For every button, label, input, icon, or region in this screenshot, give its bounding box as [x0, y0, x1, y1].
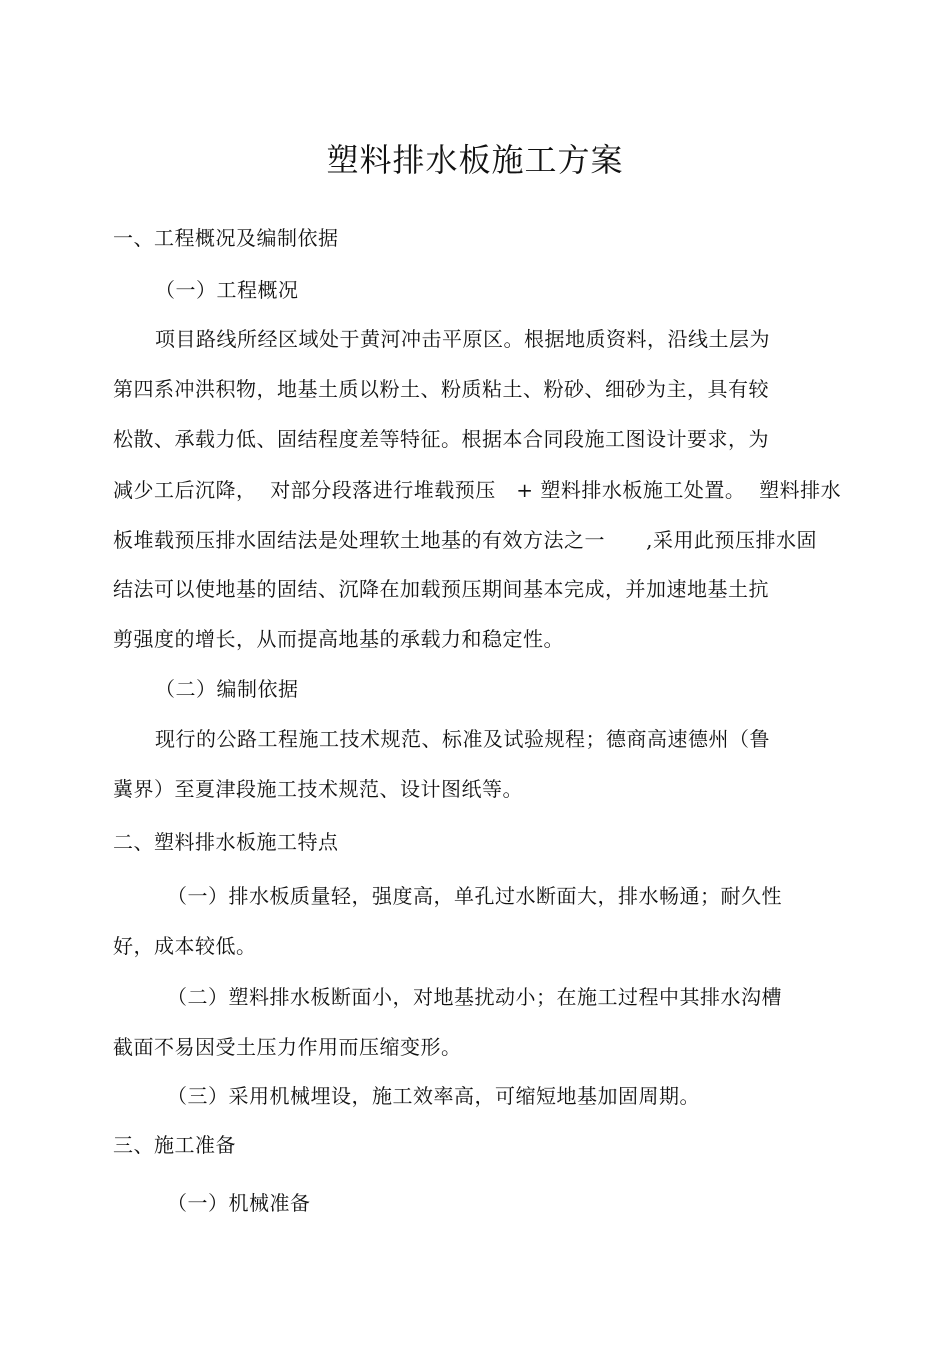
paragraph-line: 冀界）至夏津段施工技术规范、设计图纸等。	[113, 777, 523, 801]
paragraph-line: 减少工后沉降， 对部分段落进行堆载预压 + 塑料排水板施工处置。 塑料排水	[113, 478, 842, 502]
list-item-continuation: 截面不易因受土压力作用而压缩变形。	[113, 1035, 462, 1059]
subsection-heading-1-1: （一）工程概况	[155, 278, 299, 302]
section-heading-1: 一、工程概况及编制依据	[113, 226, 339, 250]
paragraph-line: 第四系冲洪积物，地基土质以粉土、粉质粘土、粉砂、细砂为主，具有较	[113, 377, 769, 401]
list-item: （一）排水板质量轻，强度高，单孔过水断面大，排水畅通；耐久性	[167, 884, 782, 908]
subsection-heading-1-2: （二）编制依据	[155, 677, 299, 701]
section-heading-2: 二、塑料排水板施工特点	[113, 830, 339, 854]
list-item: （三）采用机械埋设，施工效率高，可缩短地基加固周期。	[167, 1084, 700, 1108]
paragraph-line: 板堆载预压排水固结法是处理软土地基的有效方法之一 ,采用此预压排水固	[113, 528, 818, 552]
section-heading-3: 三、施工准备	[113, 1133, 236, 1157]
subsection-heading-3-1: （一）机械准备	[167, 1191, 311, 1215]
list-item-continuation: 好，成本较低。	[113, 934, 257, 958]
paragraph-line: 结法可以使地基的固结、沉降在加载预压期间基本完成，并加速地基土抗	[113, 577, 769, 601]
document-title: 塑料排水板施工方案	[326, 141, 624, 179]
paragraph-line: 剪强度的增长，从而提高地基的承载力和稳定性。	[113, 627, 564, 651]
paragraph-line: 项目路线所经区域处于黄河冲击平原区。根据地质资料，沿线土层为	[155, 327, 770, 351]
paragraph-line: 松散、承载力低、固结程度差等特征。根据本合同段施工图设计要求，为	[113, 427, 769, 451]
list-item: （二）塑料排水板断面小，对地基扰动小；在施工过程中其排水沟槽	[167, 985, 782, 1009]
paragraph-line: 现行的公路工程施工技术规范、标准及试验规程；德商高速德州（鲁	[155, 727, 770, 751]
